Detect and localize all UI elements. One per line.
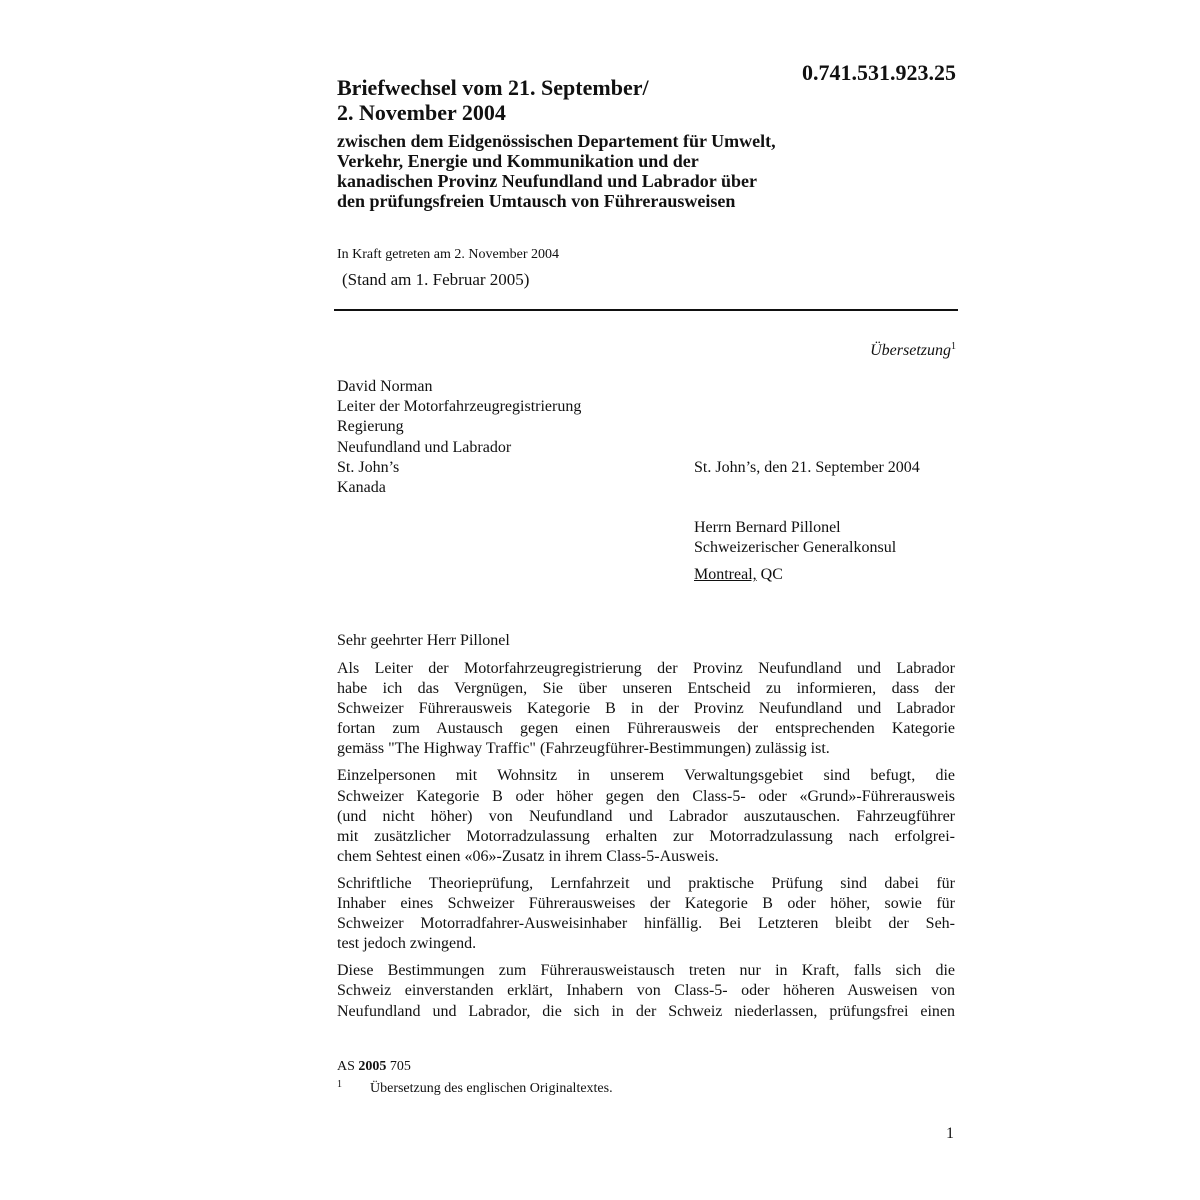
letter-paragraph bbox=[337, 874, 955, 954]
status-date: (Stand am 1. Februar 2005) bbox=[342, 270, 530, 289]
sender-line: Kanada bbox=[337, 479, 386, 497]
sender-position: Leiter der Motorfahrzeugregistrierung bbox=[337, 398, 582, 416]
recipient-city: Montreal, bbox=[694, 566, 757, 584]
sr-number: 0.741.531.923.25 bbox=[802, 60, 956, 85]
as-page: 705 bbox=[389, 1059, 411, 1074]
text-line: chem Sehtest einen «06»-Zusatz in ihrem Class-5-Ausweis. bbox=[337, 847, 719, 865]
recipient-province: QC bbox=[756, 566, 783, 584]
text-line: test jedoch zwingend. bbox=[337, 935, 477, 953]
footnote: 1 Übersetzung des englischen Originaltextes. bbox=[337, 1079, 613, 1096]
text-line: Inhaber eines Schweizer Führerausweises der Kategorie B oder höher, sowie für bbox=[337, 895, 955, 913]
translation-label: Übersetzung bbox=[870, 342, 951, 359]
recipient-name: Herrn Bernard Pillonel bbox=[694, 519, 841, 536]
official-collection-reference bbox=[337, 1058, 411, 1076]
in-force-date: In Kraft getreten am 2. November 2004 bbox=[337, 247, 559, 262]
sender-line: Neufundland und Labrador bbox=[337, 438, 512, 456]
text-line: gemäss "The Highway Traffic" (Fahrzeugführer-Bestimmungen) zulässig ist. bbox=[337, 740, 830, 758]
place-date: St. John’s, den 21. September 2004 bbox=[694, 459, 920, 476]
translation-footnote-ref[interactable]: 1 bbox=[951, 341, 956, 352]
text-line: mit zusätzlicher Motorradzulassung erhalten zur Motorradzulassung nach erfolgrei- bbox=[337, 827, 955, 845]
text-line: Neufundland und Labrador, die sich in der Schweiz niederlassen, prüfungsfrei einen bbox=[337, 1002, 955, 1020]
page-number: 1 bbox=[946, 1125, 954, 1142]
text-line: Diese Bestimmungen zum Führerausweistausch treten nur in Kraft, falls sich die bbox=[337, 962, 955, 980]
recipient-city-line bbox=[694, 565, 896, 585]
title-line-2: 2. November 2004 bbox=[337, 100, 506, 125]
header-divider bbox=[334, 309, 958, 311]
salutation: Sehr geehrter Herr Pillonel bbox=[337, 632, 510, 649]
document-title bbox=[337, 75, 649, 125]
text-line: habe ich das Vergnügen, Sie über unseren Entscheid zu informieren, dass der bbox=[337, 680, 955, 698]
subtitle-line: kanadischen Provinz Neufundland und Labrador über bbox=[337, 171, 757, 191]
sender-line: Regierung bbox=[337, 418, 404, 436]
text-line: (und nicht höher) von Neufundland und Labrador auszutauschen. Fahrzeugführer bbox=[337, 807, 955, 825]
letter-paragraph bbox=[337, 961, 955, 1021]
document-subtitle bbox=[337, 131, 897, 211]
subtitle-line: zwischen dem Eidgenössischen Departement für Umwelt, bbox=[337, 131, 776, 151]
text-line: Schweizer Kategorie B oder höher gegen den Class-5- oder «Grund»-Führerausweis bbox=[337, 787, 955, 805]
recipient-address bbox=[694, 518, 896, 586]
as-prefix: AS bbox=[337, 1059, 355, 1074]
text-line: Schweizer Motorradfahrer-Ausweisinhaber hinfällig. Bei Letzteren bleibt der Seh- bbox=[337, 915, 955, 933]
as-year: 2005 bbox=[358, 1059, 387, 1074]
text-line: Einzelpersonen mit Wohnsitz in unserem Verwaltungsgebiet sind befugt, die bbox=[337, 767, 955, 785]
title-line-1: Briefwechsel vom 21. September/ bbox=[337, 75, 649, 100]
subtitle-line: den prüfungsfreien Umtausch von Führerausweisen bbox=[337, 191, 736, 211]
recipient-title: Schweizerischer Generalkonsul bbox=[694, 539, 897, 557]
text-line: Schriftliche Theorieprüfung, Lernfahrzeit und praktische Prüfung sind dabei für bbox=[337, 874, 955, 892]
letter-paragraph bbox=[337, 659, 955, 759]
footnote-text: Übersetzung des englischen Originaltextes. bbox=[370, 1081, 613, 1096]
text-line: Schweiz einverstanden erklärt, Inhabern von Class-5- oder höheren Ausweisen von bbox=[337, 982, 955, 1000]
text-line: fortan zum Austausch gegen einen Führerausweis der entsprechenden Kategorie bbox=[337, 720, 955, 738]
translation-note bbox=[700, 341, 956, 361]
text-line: Schweizer Führerausweis Kategorie B in der Provinz Neufundland und Labrador bbox=[337, 700, 955, 718]
letter-paragraph bbox=[337, 766, 955, 866]
text-line: Als Leiter der Motorfahrzeugregistrierung der Provinz Neufundland und Labrador bbox=[337, 660, 955, 677]
sender-line: St. John’s bbox=[337, 458, 400, 476]
sender-name: David Norman bbox=[337, 378, 433, 395]
letter-body bbox=[337, 659, 955, 1029]
sender-address bbox=[337, 377, 581, 498]
subtitle-line: Verkehr, Energie und Kommunikation und der bbox=[337, 151, 699, 171]
